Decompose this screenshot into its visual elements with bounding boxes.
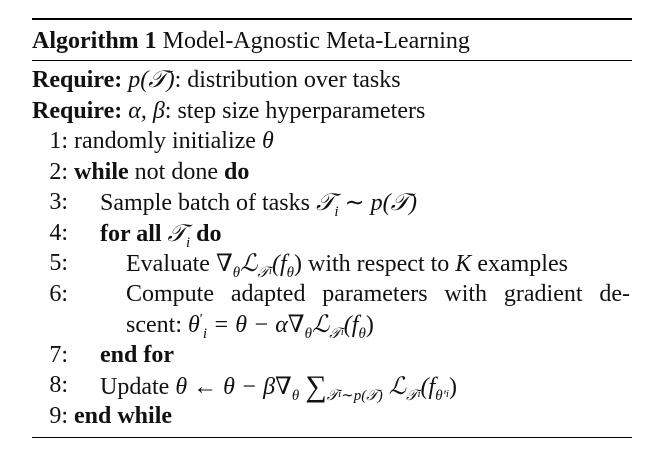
gradient-subscript: θ: [232, 265, 241, 281]
line-text: randomly initialize: [74, 128, 256, 154]
line-number: 9:: [49, 402, 68, 429]
algorithm-label: Algorithm 1: [32, 28, 157, 54]
theta-symbol: θ: [261, 128, 274, 154]
function-subscript: θ′: [435, 388, 446, 404]
algorithm-box: [32, 18, 632, 438]
line-text: Compute adapted parameters with gradient de-: [126, 280, 630, 307]
theta-symbol: θ: [175, 374, 188, 400]
require-text: : distribution over tasks: [174, 67, 401, 93]
function-subsubscript: i: [445, 388, 449, 400]
loss-subsubscript: i: [268, 265, 272, 277]
function-arg: (f: [420, 374, 436, 400]
require-keyword: Require:: [32, 67, 123, 93]
theta-subscript: i: [202, 326, 208, 342]
loss-subsubscript: i: [340, 326, 344, 338]
gradient-symbol: ∇: [275, 374, 292, 400]
algorithm-line-9: [32, 401, 632, 432]
function-close: ): [448, 374, 457, 400]
update-expression: = θ − α: [213, 312, 288, 338]
sum-subscript-rest: ∼p(𝒯): [341, 388, 383, 404]
assign-arrow: ←: [193, 374, 218, 400]
require-symbol: α, β: [128, 97, 165, 124]
function-close: ): [294, 251, 302, 277]
require-line-2: [32, 96, 632, 127]
algorithm-line-6-continued: [32, 309, 632, 340]
loss-symbol: ℒ: [388, 372, 406, 400]
line-number: 6:: [49, 280, 68, 307]
distributed-operator: ∼: [344, 190, 365, 216]
function-subscript: θ: [286, 265, 294, 281]
task-subscript: i: [185, 234, 191, 251]
loss-subscript: 𝒯: [406, 386, 418, 404]
loss-symbol: ℒ: [311, 310, 330, 338]
algorithm-line-4: [32, 218, 632, 249]
line-number: 2:: [49, 158, 68, 185]
algorithm-title: [32, 20, 632, 60]
for-all-keyword: for all: [100, 220, 162, 247]
sum-symbol: ∑: [305, 370, 327, 403]
algorithm-name: Model-Agnostic Meta-Learning: [162, 28, 470, 54]
line-text: Evaluate: [126, 251, 210, 277]
theta-symbol: θ: [187, 312, 200, 338]
line-text: scent:: [126, 312, 182, 338]
loss-subscript: 𝒯: [257, 263, 269, 281]
task-subscript: i: [334, 204, 339, 220]
end-for-keyword: end for: [100, 341, 174, 368]
gradient-subscript: θ: [304, 326, 312, 342]
loss-symbol: ℒ: [240, 249, 258, 277]
require-text: : step size hyperparameters: [164, 97, 426, 124]
line-number: 1:: [49, 128, 68, 154]
line-text: not done: [134, 158, 218, 185]
algorithm-line-3: [32, 187, 632, 218]
function-subscript: θ: [358, 326, 366, 342]
task-symbol: 𝒯: [315, 188, 335, 216]
line-text: Sample batch of tasks: [100, 190, 310, 216]
task-distribution: p(𝒯): [370, 190, 417, 216]
function-arg: (f: [271, 251, 287, 277]
line-text: Update: [100, 374, 170, 400]
gradient-symbol: ∇: [287, 312, 305, 338]
algorithm-line-2: [32, 157, 632, 188]
prime-mark: ′: [199, 312, 203, 327]
algorithm-line-6: [32, 279, 632, 310]
algorithm-line-7: [32, 340, 632, 371]
line-text: examples: [477, 251, 568, 277]
while-keyword: while: [74, 158, 129, 185]
line-number: 8:: [49, 372, 68, 398]
loss-subscript: 𝒯: [329, 324, 341, 342]
require-symbol: p(𝒯): [128, 67, 175, 93]
end-while-keyword: end while: [74, 402, 173, 429]
sum-subsubscript: i: [338, 388, 342, 400]
algorithm-line-8: [32, 370, 632, 404]
function-close: ): [365, 312, 374, 338]
loss-subsubscript: i: [417, 388, 421, 400]
k-symbol: K: [455, 251, 472, 277]
line-number: 5:: [49, 250, 68, 276]
task-symbol: 𝒯: [167, 218, 186, 247]
function-arg: (f: [343, 312, 359, 338]
update-expression: θ − β: [223, 374, 276, 400]
line-number: 4:: [49, 219, 68, 246]
do-keyword: do: [224, 158, 250, 185]
line-number: 7:: [49, 341, 68, 368]
line-number: 3:: [49, 189, 68, 215]
sum-subscript: 𝒯: [326, 386, 339, 404]
algorithm-line-1: [32, 126, 632, 157]
bottom-rule: [32, 437, 632, 438]
line-text: with respect to: [308, 251, 450, 277]
algorithm-line-5: [32, 248, 632, 279]
algorithm-body: [32, 61, 632, 431]
gradient-subscript: θ: [291, 388, 300, 404]
gradient-symbol: ∇: [215, 251, 233, 277]
require-keyword: Require:: [32, 97, 123, 124]
do-keyword: do: [196, 220, 222, 247]
require-line-1: [32, 65, 632, 96]
